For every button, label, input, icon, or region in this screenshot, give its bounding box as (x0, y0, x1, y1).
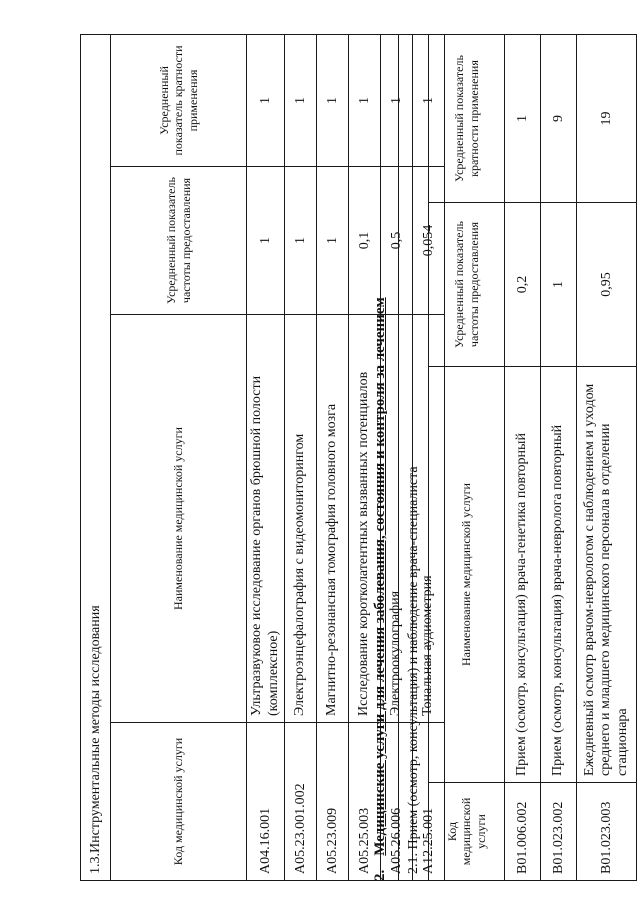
cell-frequency: 0,5 (381, 167, 413, 315)
section-heading (372, 297, 389, 881)
cell-frequency: 0,2 (505, 203, 541, 367)
cell-multiplicity: 1 (317, 34, 349, 166)
cell-frequency: 1 (317, 167, 349, 315)
cell-code: A12.25.001 (413, 723, 445, 881)
cell-code: A05.25.003 (349, 723, 381, 881)
cell-frequency: 0,95 (577, 203, 637, 367)
cell-multiplicity: 1 (349, 34, 381, 166)
cell-code: A05.23.001.002 (285, 723, 317, 881)
section-number: 2. (372, 869, 388, 881)
cell-code: B01.023.002 (541, 783, 577, 881)
cell-name: Электроокулография (381, 315, 413, 723)
cell-multiplicity: 19 (577, 34, 637, 202)
cell-name: Исследование коротколатентных вызванных потенциалов (349, 315, 381, 723)
cell-frequency: 1 (541, 203, 577, 367)
table-row (285, 34, 317, 880)
table-specialist-consultations (398, 34, 637, 881)
table-row (577, 34, 637, 880)
cell-name: Ультразвуковое исследование органов брюшной полости (комплексное) (247, 315, 285, 723)
header-code: Код медицинской услуги (429, 783, 505, 881)
table-row (541, 34, 577, 880)
header-frequency: Усредненный показатель частоты предоставления (111, 167, 247, 315)
header-code: Код медицинской услуги (111, 723, 247, 881)
table-title: 1.3.Инструментальные методы исследования (81, 34, 111, 880)
cell-name: Магнитно-резонансная томография головного мозга (317, 315, 349, 723)
cell-code: A05.26.006 (381, 723, 413, 881)
header-multiplicity: Усредненный показатель кратности применения (429, 34, 505, 202)
cell-multiplicity: 9 (541, 34, 577, 202)
cell-name: Прием (осмотр, консультация) врача-генетика повторный (505, 367, 541, 783)
table-row (505, 34, 541, 880)
cell-multiplicity: 1 (285, 34, 317, 166)
cell-name: Электроэнцефалография с видеомониторингом (285, 315, 317, 723)
cell-code: A05.23.009 (317, 723, 349, 881)
table-row (247, 34, 285, 880)
header-name: Наименование медицинской услуги (429, 367, 505, 783)
cell-frequency: 1 (247, 167, 285, 315)
header-name: Наименование медицинской услуги (111, 315, 247, 723)
header-multiplicity: Усредненный показатель кратности применения (111, 34, 247, 166)
cell-name: Тональная аудиометрия (413, 315, 445, 723)
cell-multiplicity: 1 (247, 34, 285, 166)
section-title: Медицинские услуги для лечения заболевания, состояния и контроля за лечением (372, 297, 388, 856)
cell-multiplicity: 1 (505, 34, 541, 202)
table-row (317, 34, 349, 880)
cell-frequency: 1 (285, 167, 317, 315)
table-title: 2.1. Прием (осмотр, консультация) и наблюдение врача-специалиста (399, 34, 429, 880)
cell-code: B01.006.002 (505, 783, 541, 881)
cell-name: Прием (осмотр, консультация) врача-невролога повторный (541, 367, 577, 783)
cell-multiplicity: 1 (413, 34, 445, 166)
table-instrumental-methods (80, 34, 445, 881)
cell-frequency: 0,1 (349, 167, 381, 315)
cell-code: B01.023.003 (577, 783, 637, 881)
header-frequency: Усредненный показатель частоты предоставления (429, 203, 505, 367)
cell-frequency: 0,054 (413, 167, 445, 315)
cell-code: A04.16.001 (247, 723, 285, 881)
cell-multiplicity: 1 (381, 34, 413, 166)
cell-name: Ежедневный осмотр врачом-неврологом с наблюдением и уходом среднего и младшего медицинского персонала в отделении стационара (577, 367, 637, 783)
